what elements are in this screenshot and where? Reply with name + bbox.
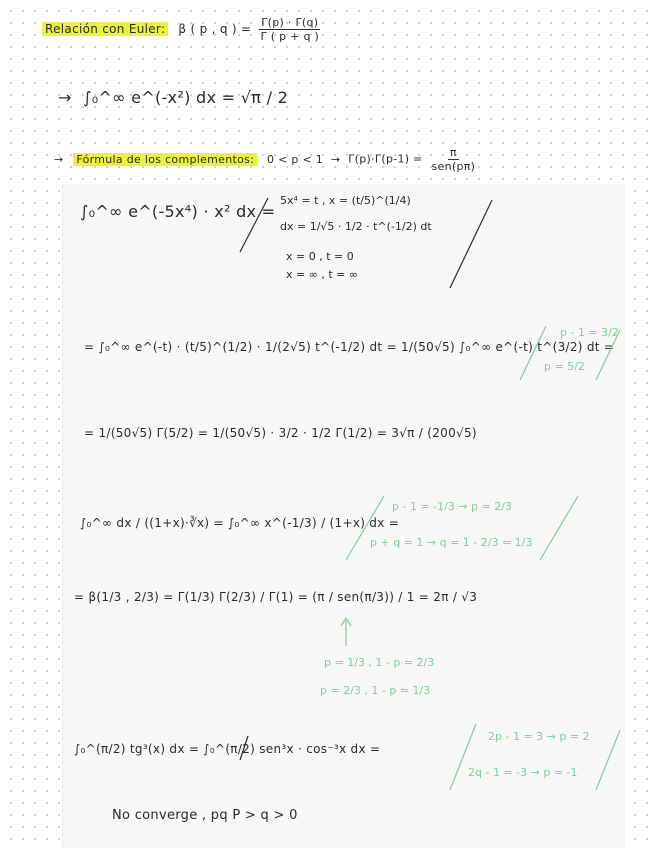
bullet-arrow: → <box>54 152 64 166</box>
example1-note-p-minus-1: p - 1 = 3/2 <box>560 326 619 339</box>
example2-result: = β(1/3 , 2/3) = Γ(1/3) Γ(2/3) / Γ(1) = (π / sen(π/3)) / 1 = 2π / √3 <box>74 590 478 604</box>
slash-note1-left <box>520 326 546 380</box>
example1-sub4: x = ∞ , t = ∞ <box>286 268 359 281</box>
beta-denominator: Γ ( p + q ) <box>260 30 320 43</box>
example3-integral: ∫₀^(π/2) tg³(x) dx = ∫₀^(π/2) sen³x · cos⁻³x dx = <box>74 742 381 756</box>
bullet-arrow: → <box>58 88 72 107</box>
slash-ex1-left <box>240 198 268 252</box>
example1-sub3: x = 0 , t = 0 <box>286 250 354 263</box>
example1-sub1: 5x⁴ = t , x = (t/5)^(1/4) <box>280 194 411 207</box>
example2-note2: p + q = 1 → q = 1 - 2/3 = 1/3 <box>370 536 533 549</box>
conclusion-line: No converge , pq P > q > 0 <box>112 808 298 823</box>
example1-step3: = 1/(50√5) Γ(5/2) = 1/(50√5) · 3/2 · 1/2 Γ(1/2) = 3√π / (200√5) <box>84 426 477 440</box>
complement-condition: 0 < p < 1 <box>267 152 324 166</box>
example1-note-p: p = 5/2 <box>544 360 585 373</box>
beta-numerator: Γ(p) · Γ(q) <box>261 16 319 29</box>
slash-ex3 <box>240 736 248 760</box>
complement-arrow: → <box>330 152 341 166</box>
gaussian-integral: ∫₀^∞ e^(-x²) dx = √π / 2 <box>83 88 289 107</box>
example1-integral: ∫₀^∞ e^(-5x⁴) · x² dx = <box>80 202 276 221</box>
complement-denominator: sen(pπ) <box>431 160 476 173</box>
slash-note3-left <box>450 724 476 790</box>
example3-note2: 2q - 1 = -3 → p = -1 <box>468 766 578 779</box>
example1-step2: = ∫₀^∞ e^(-t) · (t/5)^(1/2) · 1/(2√5) t^(-1/2) dt = 1/(50√5) ∫₀^∞ e^(-t) t^(3/2) dt = <box>84 340 615 354</box>
slash-note2-right <box>540 496 578 560</box>
slash-note3-right <box>596 730 620 790</box>
beta-definition: β ( p , q ) = <box>178 22 252 36</box>
example2-integral: ∫₀^∞ dx / ((1+x)·∛x) = ∫₀^∞ x^(-1/3) / (1+x) dx = <box>80 516 400 530</box>
example2-note-line2: p = 2/3 , 1 - p = 1/3 <box>320 684 431 697</box>
green-strokes <box>341 326 620 790</box>
example3-note1: 2p - 1 = 3 → p = 2 <box>488 730 590 743</box>
example2-note1: p - 1 = -1/3 → p = 2/3 <box>392 500 512 513</box>
example2-note-line1: p = 1/3 , 1 - p = 2/3 <box>324 656 435 669</box>
example1-sub2: dx = 1/√5 · 1/2 · t^(-1/2) dt <box>280 220 432 233</box>
slash-note2-left <box>346 496 384 560</box>
complement-title-highlight: Fórmula de los complementos: <box>73 153 257 166</box>
slash-ex1-right <box>450 200 492 288</box>
euler-title-highlight: Relación con Euler: <box>42 22 168 36</box>
slash-note1-right <box>596 330 620 380</box>
ink-strokes <box>240 198 492 760</box>
complement-lhs: Γ(p)·Γ(p-1) = <box>348 152 423 166</box>
complement-numerator: π <box>449 146 457 159</box>
